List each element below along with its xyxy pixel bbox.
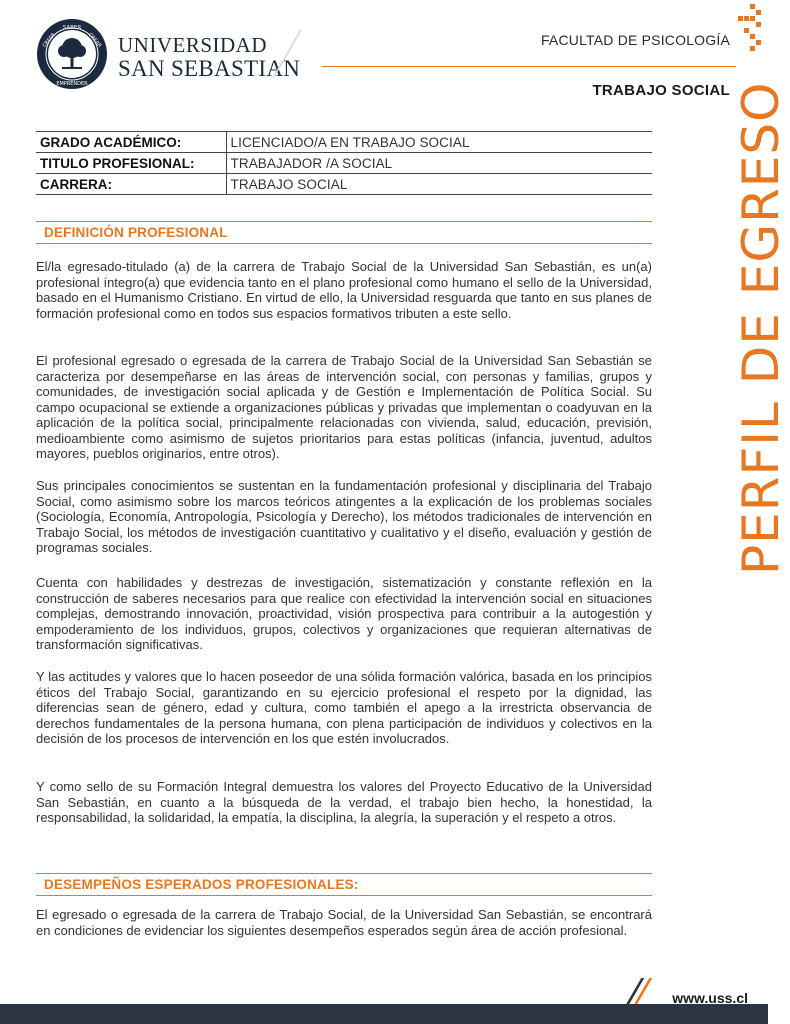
paragraph: El egresado o egresada de la carrera de Trabajo Social, de la Universidad San Sebastián, se encontrará en condiciones de evidenciar los siguientes desempeños esperados según área de acción profesional. (36, 907, 652, 938)
paragraph: Y las actitudes y valores que lo hacen poseedor de una sólida formación valórica, basada en los principios éticos del Trabajo Social, garantizando en su ejercicio profesional el respeto por la dignidad, las diferencias sean de género, edad y cultura, como también el apego a la irrestricta observancia de derechos fundamentales de la persona humana, con plena participación de individuos y colectivos en la decisión de los procesos de intervención en los que estén involucrados. (36, 669, 652, 746)
table-value: TRABAJADOR /A SOCIAL (226, 153, 652, 174)
vertical-page-title: PERFIL DE EGRESO (732, 81, 790, 575)
university-name-line1: UNIVERSIDAD (118, 33, 267, 57)
decorative-squares (728, 0, 764, 58)
footer-bar (0, 1004, 768, 1024)
paragraph: Cuenta con habilidades y destrezas de investigación, sistematización y constante reflexión en la construcción de saberes necesarios para que realice con efectividad la intervención social en situaciones complejas, demostrando innovación, proactividad, visión prospectiva para contribuir a la autogestión y empoderamiento de los individuos, grupos, colectivos y organizaciones que requieran alternativas de transformación significativas. (36, 575, 652, 652)
faculty-name: FACULTAD DE PSICOLOGÍA (540, 32, 730, 48)
table-row (36, 153, 652, 174)
table-row (36, 174, 652, 195)
university-name (118, 35, 300, 80)
paragraph: Sus principales conocimientos se sustentan en la fundamentación profesional y disciplinaria del Trabajo Social, como asimismo sobre los marcos teóricos atingentes a la explicación de los problemas sociales (Sociología, Economía, Antropología, Psicología y Derecho), los métodos tradicionales de intervención en Trabajo Social, los métodos de investigación cuantitativo y cualitativo y el diseño, evaluación y gestión de programas sociales. (36, 478, 652, 555)
header-rule (322, 66, 736, 67)
seal-icon (36, 18, 108, 90)
seal-text-right: CREAR (86, 31, 103, 49)
table-label: GRADO ACADÉMICO: (36, 132, 226, 153)
table-value: TRABAJO SOCIAL (226, 174, 652, 195)
section-heading-desempenos: DESEMPEÑOS ESPERADOS PROFESIONALES: (36, 873, 652, 896)
degree-info-table (36, 131, 652, 195)
university-name-line2: SAN SEBASTIAN (118, 56, 301, 81)
paragraph: El/la egresado-titulado (a) de la carrera de Trabajo Social de la Universidad San Sebastián, es un(a) profesional íntegro(a) que evidencia tanto en el plano profesional como humano el sello de la Universidad, basado en el Humanismo Cristiano. En virtud de ello, la Universidad resguarda que tanto en sus planes de formación profesional como en todos sus espacios formativos tributen a este sello. (36, 259, 652, 321)
seal-text-bottom: EMPRENDER (56, 81, 88, 87)
table-row (36, 132, 652, 153)
paragraph: Y como sello de su Formación Integral demuestra los valores del Proyecto Educativo de la Universidad San Sebastián, en cuanto a la búsqueda de la verdad, el trabajo bien hecho, la honestidad, la responsabilidad, la solidaridad, la empatía, la disciplina, la alegría, la superación y el respeto a otros. (36, 779, 652, 825)
university-logo (36, 18, 326, 90)
table-value: LICENCIADO/A EN TRABAJO SOCIAL (226, 132, 652, 153)
section-heading-definicion: DEFINICIÓN PROFESIONAL (36, 221, 652, 244)
paragraph: El profesional egresado o egresada de la carrera de Trabajo Social de la Universidad San Sebastián se caracteriza por desempeñarse en las áreas de intervención social, con personas y familias, grupos y comunidades, de investigación social aplicada y de Gestión e Implementación de Política Social. Su campo ocupacional se extiende a organizaciones públicas y privadas que implementan o coadyuvan en la aplicación de la política social, principalmente relacionadas con vivienda, salud, educación, previsión, medioambiente como asimismo de sujetos prioritarios para estas políticas (infancia, juventud, adultos mayores, pueblos originarios, entre otros). (36, 353, 652, 461)
seal-text-left: CREER (41, 32, 57, 49)
program-name: TRABAJO SOCIAL (592, 82, 730, 99)
website-link[interactable]: www.uss.cl (672, 990, 748, 1006)
seal-text-top: SABER (62, 25, 82, 31)
table-label: CARRERA: (36, 174, 226, 195)
table-label: TITULO PROFESIONAL: (36, 153, 226, 174)
